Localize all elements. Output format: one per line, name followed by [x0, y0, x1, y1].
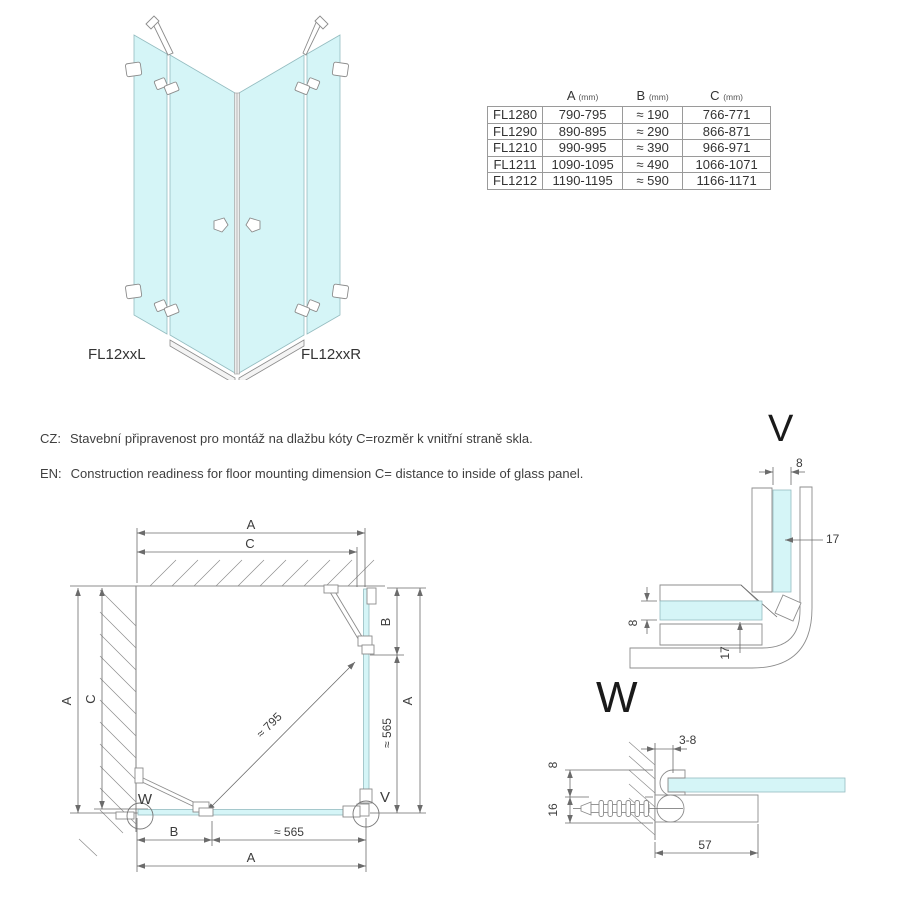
note-en-label: EN: [40, 466, 62, 481]
screw-rib [608, 801, 613, 817]
size-table [487, 88, 771, 190]
right-wall-profile [367, 588, 376, 604]
bottom-hinge-block-b [199, 808, 213, 816]
label-v-left-8: 8 [626, 619, 640, 627]
cell-a: 890-895 [543, 123, 623, 140]
label-w-upper-8: 8 [546, 761, 560, 769]
bar-wall-anchor-left [135, 768, 143, 783]
isometric-corner-drawing [95, 8, 365, 380]
header-b-unit: (mm) [648, 92, 669, 102]
table-row [488, 140, 771, 157]
header-c-unit: (mm) [723, 92, 744, 102]
header-c [683, 88, 771, 107]
cell-model: FL1212 [488, 173, 543, 190]
vertical-inner-profile [752, 488, 772, 592]
left-wall-clamp-top [125, 62, 142, 77]
screw-rib [644, 801, 649, 817]
cell-b: ≈ 490 [623, 156, 683, 173]
horizontal-glass-section [660, 601, 762, 620]
dim-v-left-ext [641, 601, 657, 620]
cell-a: 990-995 [543, 140, 623, 157]
header-b-main: B [636, 88, 646, 103]
right-wall-clamp-top [332, 62, 349, 77]
screw-rib [635, 801, 640, 817]
cell-model: FL1210 [488, 140, 543, 157]
table-row [488, 107, 771, 124]
cell-b: ≈ 390 [623, 140, 683, 157]
note-cz [40, 431, 600, 446]
note-cz-text: Stavební připravenost pro montáž na dlažbu kóty C=rozměr k vnitřní straně skla. [69, 431, 533, 446]
label-565-bottom: ≈ 565 [274, 825, 304, 839]
table-row [488, 173, 771, 190]
header-a-main: A [566, 88, 575, 103]
header-a-unit: (mm) [578, 92, 599, 102]
right-door-glass-panel [239, 55, 304, 373]
detail-v-drawing [615, 445, 865, 685]
cell-model: FL1211 [488, 156, 543, 173]
right-wall-clamp-bottom [332, 284, 349, 299]
label-b-right: B [378, 617, 393, 627]
label-a-right: A [400, 696, 415, 706]
cell-c: 1166-1171 [683, 173, 771, 190]
screw-rib [626, 801, 631, 817]
label-565-right: ≈ 565 [380, 718, 394, 748]
label-v-bottom-17: 17 [718, 646, 732, 660]
model-label-right: FL12xxR [301, 346, 362, 363]
screw-rib [617, 801, 622, 817]
right-hinge-block-b [362, 645, 374, 654]
bottom-wall-profile [116, 812, 134, 819]
header-b [623, 88, 683, 107]
label-b-bottom: B [169, 824, 179, 839]
right-hinge-block-a [358, 636, 372, 646]
header-empty [488, 88, 543, 107]
detail-v-title: V [768, 408, 794, 450]
label-w-width-57: 57 [698, 838, 712, 852]
cell-b: ≈ 590 [623, 173, 683, 190]
dim-v-top-ext [773, 467, 791, 485]
model-label-left: FL12xxL [88, 346, 146, 363]
bar-wall-anchor-top [324, 585, 338, 593]
size-table-container [487, 88, 771, 190]
cell-model: FL1280 [488, 107, 543, 124]
left-door-glass-panel [170, 55, 235, 373]
horizontal-bottom-profile [660, 624, 762, 645]
cell-c: 866-871 [683, 123, 771, 140]
label-a-left: A [59, 696, 74, 706]
plan-bottom-glass [138, 810, 364, 816]
extension-lines [70, 528, 426, 872]
cell-a: 1190-1195 [543, 173, 623, 190]
floor-plan-drawing [50, 505, 440, 890]
glass-panel-section [668, 778, 845, 792]
table-header-row [488, 88, 771, 107]
cell-model: FL1290 [488, 123, 543, 140]
header-a [543, 88, 623, 107]
vertical-glass-section [773, 490, 791, 592]
label-detail-w: W [137, 791, 153, 808]
label-w-gap-3-8: 3-8 [679, 733, 697, 747]
cell-b: ≈ 290 [623, 123, 683, 140]
note-cz-label: CZ: [40, 431, 61, 446]
label-v-top-8: 8 [796, 456, 803, 470]
cell-c: 1066-1071 [683, 156, 771, 173]
label-c-left: C [83, 694, 98, 704]
cell-b: ≈ 190 [623, 107, 683, 124]
table-row [488, 156, 771, 173]
plan-right-glass [364, 589, 370, 810]
table-row [488, 123, 771, 140]
label-c-top: C [245, 536, 255, 551]
label-diagonal-795: ≈ 795 [253, 709, 285, 741]
label-a-top: A [246, 517, 256, 532]
label-a-bottom: A [246, 850, 256, 865]
corner-bracket-diamond [775, 595, 801, 621]
wall-hatch [629, 742, 655, 835]
top-wall-hatch [150, 560, 374, 586]
cell-a: 1090-1095 [543, 156, 623, 173]
screw-rib [599, 801, 604, 817]
detail-w-title: W [596, 673, 638, 722]
note-en [40, 466, 600, 481]
cell-c: 966-971 [683, 140, 771, 157]
bottom-clamp-right [343, 806, 360, 817]
label-detail-v: V [379, 789, 391, 806]
detail-w-drawing [545, 725, 875, 870]
dim-diagonal-795 [207, 662, 355, 811]
screw-nose [581, 802, 591, 815]
cell-c: 766-771 [683, 107, 771, 124]
left-wall-clamp-bottom [125, 284, 142, 299]
label-w-lower-16: 16 [546, 803, 560, 817]
notes-block [40, 431, 600, 481]
header-c-main: C [710, 88, 720, 103]
cell-a: 790-795 [543, 107, 623, 124]
note-en-text: Construction readiness for floor mounting dimension C= distance to inside of glass panel. [70, 466, 584, 481]
label-v-right-17: 17 [826, 532, 840, 546]
